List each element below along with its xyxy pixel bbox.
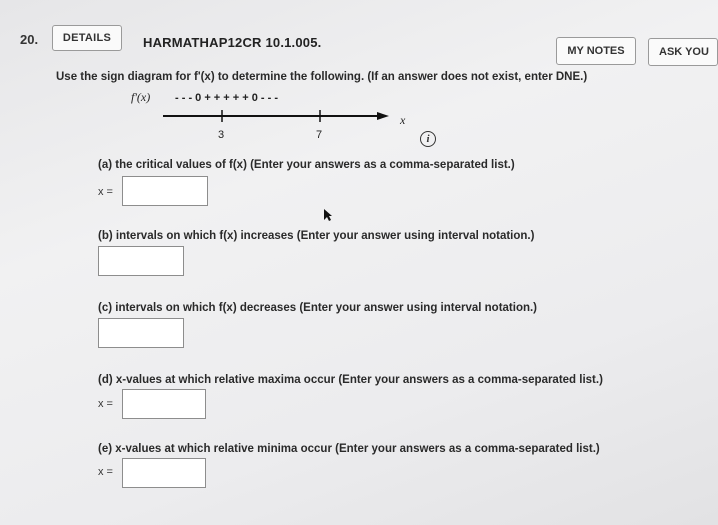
part-a-prompt: (a) the critical values of f(x) (Enter your answers as a comma-separated list.) <box>98 159 515 171</box>
sign-diagram-tick-label: 3 <box>218 129 225 141</box>
details-button[interactable]: DETAILS <box>52 25 122 51</box>
part-e-prompt: (e) x-values at which relative minima occur (Enter your answers as a comma-separated list.) <box>98 443 600 455</box>
part-e-answer-input[interactable] <box>122 458 206 488</box>
part-d-prompt: (d) x-values at which relative maxima occur (Enter your answers as a comma-separated list.) <box>98 374 603 386</box>
problem-id: HARMATHAP12CR 10.1.005. <box>143 35 322 50</box>
part-d-answer-input[interactable] <box>122 389 206 419</box>
part-a-prefix: x = <box>98 186 113 198</box>
part-e-prefix: x = <box>98 466 113 478</box>
my-notes-button[interactable]: MY NOTES <box>556 37 636 65</box>
sign-diagram-signs: - - - 0 + + + + + 0 - - - <box>175 92 279 104</box>
ask-your-teacher-button[interactable]: ASK YOU <box>648 38 718 66</box>
part-b-answer-input[interactable] <box>98 246 184 276</box>
mouse-pointer-icon <box>323 208 333 222</box>
sign-diagram-tick-label: 7 <box>316 129 323 141</box>
sign-diagram <box>125 88 425 146</box>
instructions: Use the sign diagram for f'(x) to determine the following. (If an answer does not exist, enter DNE.) <box>56 71 588 83</box>
info-icon[interactable]: i <box>420 131 436 147</box>
axis-arrow-icon <box>377 112 389 120</box>
sign-diagram-axis-label: x <box>400 113 406 127</box>
question-number: 20. <box>20 32 39 47</box>
sign-diagram-function-label: f'(x) <box>131 90 151 104</box>
part-d-prefix: x = <box>98 398 113 410</box>
part-c-answer-input[interactable] <box>98 318 184 348</box>
part-a-answer-input[interactable] <box>122 176 208 206</box>
part-c-prompt: (c) intervals on which f(x) decreases (Enter your answer using interval notation.) <box>98 302 538 314</box>
part-b-prompt: (b) intervals on which f(x) increases (Enter your answer using interval notation.) <box>98 230 535 242</box>
